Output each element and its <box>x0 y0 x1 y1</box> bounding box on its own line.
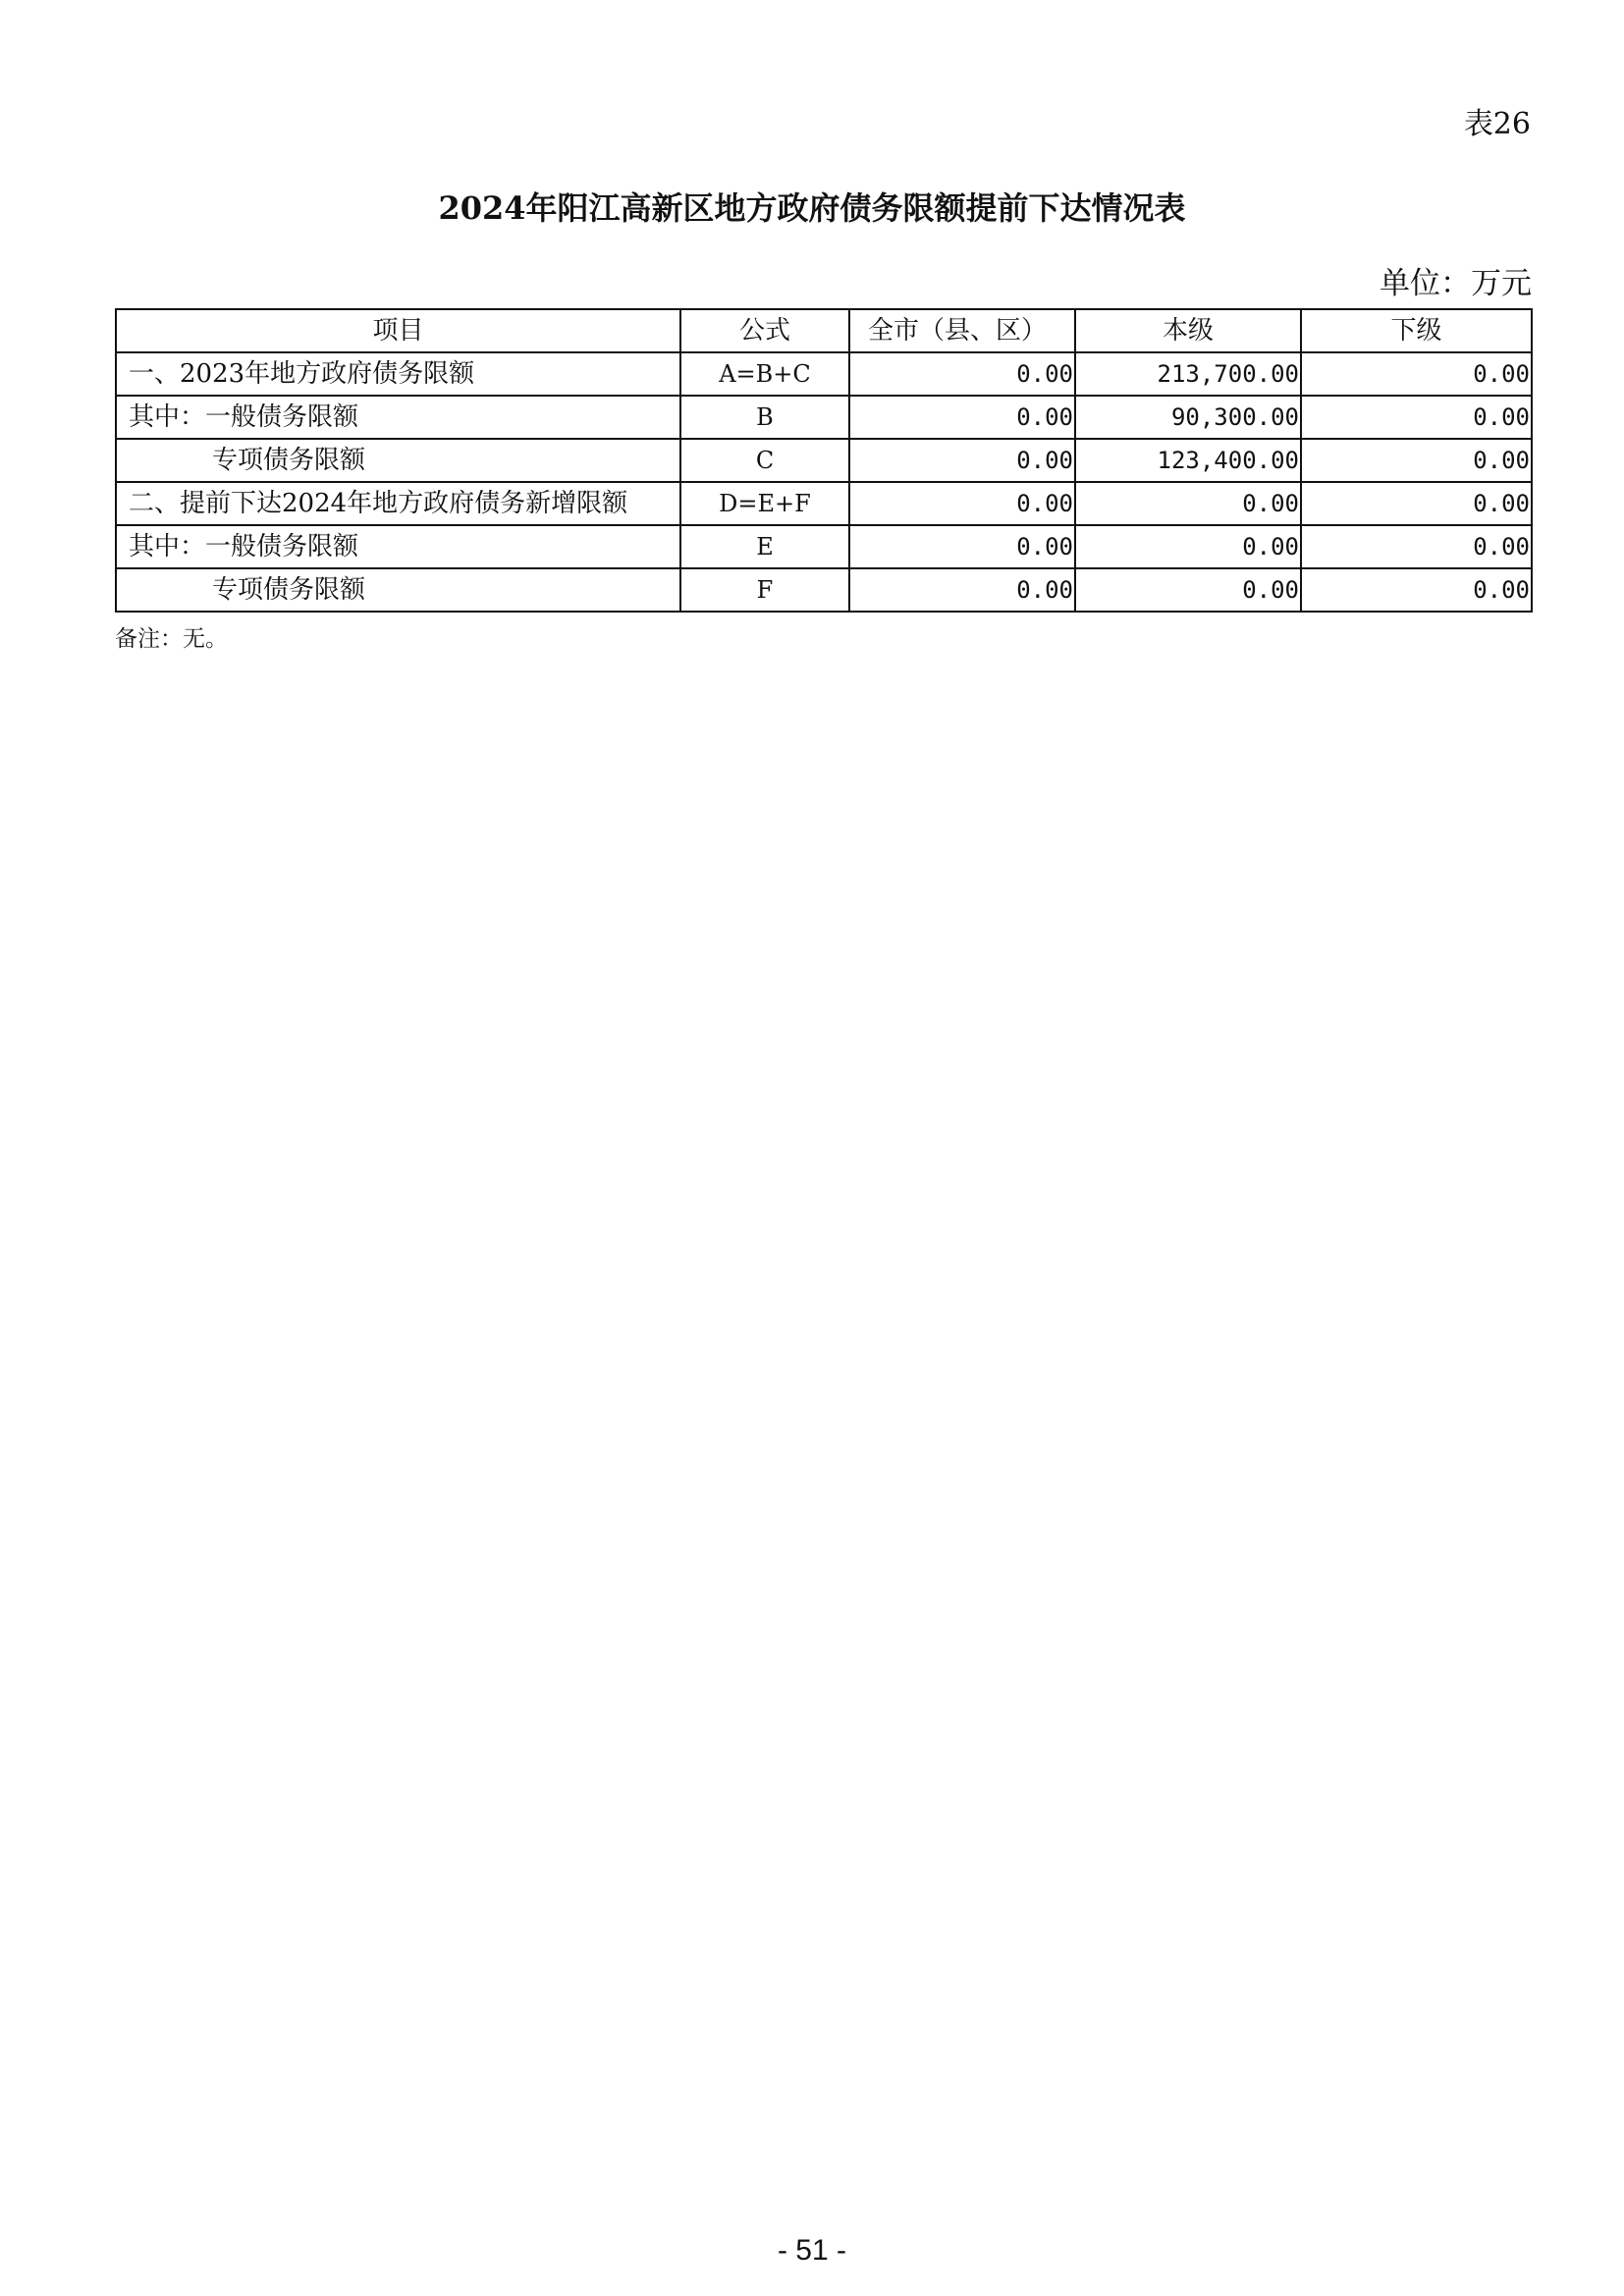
column-header-formula: 公式 <box>680 309 849 352</box>
row-citywide-value: 0.00 <box>849 352 1075 396</box>
row-own-level-value: 123,400.00 <box>1075 439 1301 482</box>
table-row <box>116 396 1532 439</box>
row-item: 一、2023年地方政府债务限额 <box>116 352 680 396</box>
table-header-row <box>116 309 1532 352</box>
row-own-level-value: 90,300.00 <box>1075 396 1301 439</box>
row-item: 专项债务限额 <box>116 439 680 482</box>
row-lower-level-value: 0.00 <box>1301 568 1532 612</box>
row-lower-level-value: 0.00 <box>1301 396 1532 439</box>
row-formula: B <box>680 396 849 439</box>
remark-note: 备注：无。 <box>115 626 228 652</box>
table-row <box>116 439 1532 482</box>
row-lower-level-value: 0.00 <box>1301 525 1532 568</box>
row-item: 其中：一般债务限额 <box>116 525 680 568</box>
row-formula: D=E+F <box>680 482 849 525</box>
column-header-own-level: 本级 <box>1075 309 1301 352</box>
row-own-level-value: 0.00 <box>1075 482 1301 525</box>
table-row <box>116 482 1532 525</box>
row-formula: A=B+C <box>680 352 849 396</box>
row-lower-level-value: 0.00 <box>1301 439 1532 482</box>
debt-limit-table <box>115 308 1533 613</box>
page-number: - 51 - <box>777 2234 847 2267</box>
row-own-level-value: 0.00 <box>1075 525 1301 568</box>
row-item: 专项债务限额 <box>116 568 680 612</box>
table-row <box>116 352 1532 396</box>
row-item: 其中：一般债务限额 <box>116 396 680 439</box>
row-citywide-value: 0.00 <box>849 525 1075 568</box>
row-citywide-value: 0.00 <box>849 482 1075 525</box>
row-lower-level-value: 0.00 <box>1301 352 1532 396</box>
row-citywide-value: 0.00 <box>849 396 1075 439</box>
column-header-lower-level: 下级 <box>1301 309 1532 352</box>
column-header-citywide: 全市（县、区） <box>849 309 1075 352</box>
table-number: 表26 <box>1463 107 1531 141</box>
row-lower-level-value: 0.00 <box>1301 482 1532 525</box>
row-item: 二、提前下达2024年地方政府债务新增限额 <box>116 482 680 525</box>
column-header-item: 项目 <box>116 309 680 352</box>
unit-label: 单位：万元 <box>1380 266 1532 301</box>
row-formula: C <box>680 439 849 482</box>
row-own-level-value: 213,700.00 <box>1075 352 1301 396</box>
row-own-level-value: 0.00 <box>1075 568 1301 612</box>
row-formula: F <box>680 568 849 612</box>
table-row <box>116 568 1532 612</box>
table-row <box>116 525 1532 568</box>
row-citywide-value: 0.00 <box>849 439 1075 482</box>
row-formula: E <box>680 525 849 568</box>
row-citywide-value: 0.00 <box>849 568 1075 612</box>
page-title: 2024年阳江高新区地方政府债务限额提前下达情况表 <box>438 189 1186 227</box>
